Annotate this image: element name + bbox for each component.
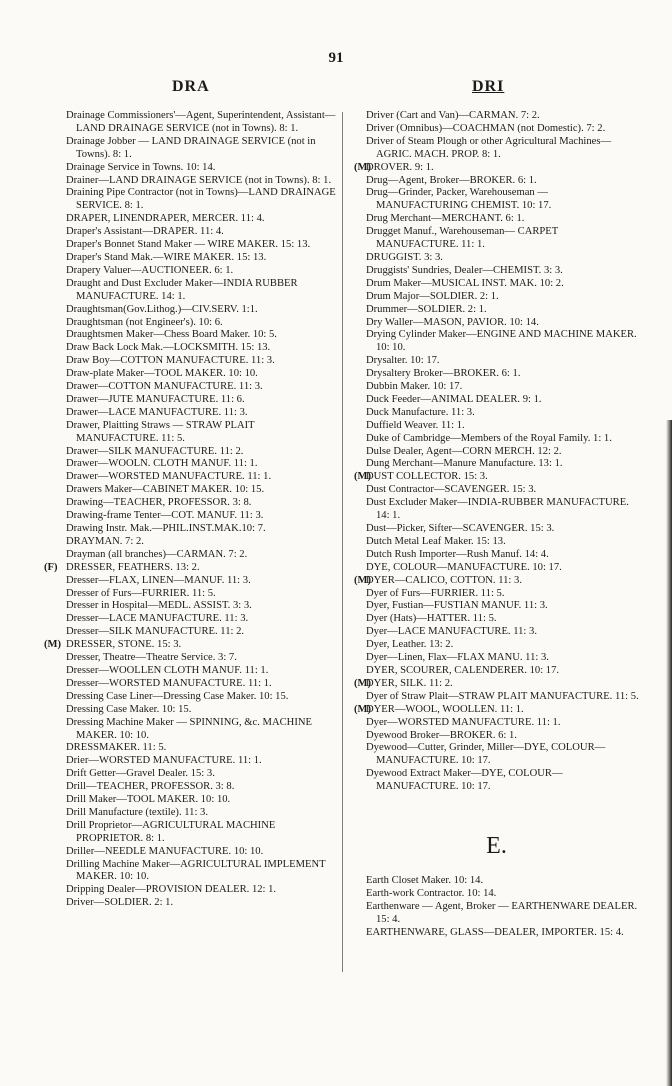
entry-text: Drawing Instr. Mak.—PHIL.INST.MAK.10: 7. [66, 523, 266, 534]
entry-text: Driver of Steam Plough or other Agricultural Machines—AGRIC. MACH. PROP. 8: 1. [366, 135, 612, 160]
index-entry [354, 875, 639, 888]
index-entry [54, 575, 336, 588]
index-entry [354, 265, 639, 278]
index-entry [54, 278, 336, 304]
entry-text: Dressing Machine Maker — SPINNING, &c. MACHINE MAKER. 10: 10. [66, 716, 312, 741]
index-entry [54, 162, 336, 175]
entry-text: Drayman (all branches)—CARMAN. 7: 2. [66, 548, 248, 560]
index-entry [354, 613, 639, 626]
index-entry [354, 626, 639, 639]
entry-text: Draughtsman (not Engineer's). 10: 6. [66, 316, 223, 328]
index-entry [54, 304, 336, 317]
entry-text: DRESSER, FEATHERS. 13: 2. [66, 561, 200, 573]
index-entry [354, 226, 639, 252]
index-entry [354, 588, 639, 601]
index-entry [354, 291, 639, 304]
entry-text: Draw Back Lock Mak.—LOCKSMITH. 15: 13. [66, 342, 271, 354]
entry-text: Drill—TEACHER, PROFESSOR. 3: 8. [66, 781, 235, 793]
entry-text: Drum Major—SOLDIER. 2: 1. [366, 290, 499, 302]
entry-text: Driver—SOLDIER. 2: 1. [66, 897, 174, 909]
entry-text: Drawing-frame Tenter—COT. MANUF. 11: 3. [66, 510, 264, 522]
index-entry [354, 252, 639, 265]
index-entry [354, 304, 639, 317]
index-entry [354, 329, 639, 355]
index-entry [354, 639, 639, 652]
index-entry [354, 768, 639, 794]
index-entry [354, 162, 639, 175]
index-entry [54, 820, 336, 846]
index-entry [44, 639, 336, 652]
index-entry [54, 859, 336, 885]
index-entry [354, 381, 639, 394]
entry-text: Draper's Assistant—DRAPER. 11: 4. [66, 226, 224, 238]
entry-text: Dressing Case Maker. 10: 15. [66, 703, 192, 715]
index-entry [354, 368, 639, 381]
index-entry [354, 175, 639, 188]
entry-text: Dulse Dealer, Agent—CORN MERCH. 12: 2. [366, 445, 562, 457]
entry-text: Duffield Weaver. 11: 1. [366, 419, 465, 431]
entry-text: Dripping Dealer—PROVISION DEALER. 12: 1. [66, 884, 277, 896]
index-entry [54, 781, 336, 794]
index-entry [354, 420, 639, 433]
index-entry [54, 768, 336, 781]
entry-text: Drawer—JUTE MANUFACTURE. 11: 6. [66, 393, 245, 405]
entry-text: DYE, COLOUR—MANUFACTURE. 10: 17. [366, 561, 562, 573]
index-entry [54, 884, 336, 897]
index-entry [354, 549, 639, 562]
entry-text: DUST COLLECTOR. 15: 3. [366, 471, 488, 483]
index-entry [54, 329, 336, 342]
index-entry [54, 187, 336, 213]
index-entry [54, 846, 336, 859]
entry-text: Dresser—WOOLLEN CLOTH MANUF. 11: 1. [66, 664, 269, 676]
index-entry [54, 342, 336, 355]
index-entry [354, 407, 639, 420]
entry-text: Drug—Grinder, Packer, Warehouseman — MANUFACTURING CHEMIST. 10: 17. [366, 187, 552, 212]
entry-text: Dry Waller—MASON, PAVIOR. 10: 14. [366, 316, 539, 328]
entry-text: EARTHENWARE, GLASS—DEALER, IMPORTER. 15: 4. [366, 926, 624, 938]
entry-text: Draw Boy—COTTON MANUFACTURE. 11: 3. [66, 355, 275, 367]
entry-text: Drysaltery Broker—BROKER. 6: 1. [366, 368, 521, 380]
page-number: 91 [328, 50, 344, 66]
index-entry [354, 562, 639, 575]
index-entry [54, 717, 336, 743]
index-entry [54, 497, 336, 510]
entry-text: Drum Maker—MUSICAL INST. MAK. 10: 2. [366, 277, 564, 289]
index-entry [54, 588, 336, 601]
entry-text: Drawer—SILK MANUFACTURE. 11: 2. [66, 445, 244, 457]
index-entry [354, 187, 639, 213]
index-entry [54, 523, 336, 536]
index-entry [54, 613, 336, 626]
index-entry [54, 691, 336, 704]
entry-text: Drawers Maker—CABINET MAKER. 10: 15. [66, 484, 265, 496]
index-entry [354, 317, 639, 330]
index-entry [54, 742, 336, 755]
entry-text: Duck Manufacture. 11: 3. [366, 406, 475, 418]
entry-text: Dressing Case Liner—Dressing Case Maker. 10: 15. [66, 690, 289, 702]
index-entry [354, 717, 639, 730]
entry-text: Drift Getter—Gravel Dealer. 15: 3. [66, 768, 215, 780]
entry-text: Dyer—LACE MANUFACTURE. 11: 3. [366, 626, 537, 638]
entry-text: Dresser, Theatre—Theatre Service. 3: 7. [66, 652, 237, 664]
entry-text: Drainage Service in Towns. 10: 14. [66, 161, 216, 173]
left-column [44, 110, 336, 910]
index-entry [54, 226, 336, 239]
index-entry [354, 136, 639, 162]
entry-text: Draughtsmen Maker—Chess Board Maker. 10: 5. [66, 329, 277, 341]
entry-text: Drainage Jobber — LAND DRAINAGE SERVICE (not in Towns). 8: 1. [66, 135, 316, 160]
entry-text: Drawer—LACE MANUFACTURE. 11: 3. [66, 406, 248, 418]
entry-text: Dyer—WORSTED MANUFACTURE. 11: 1. [366, 716, 561, 728]
index-entry [54, 600, 336, 613]
entry-text: Duke of Cambridge—Members of the Royal Family. 1: 1. [366, 432, 612, 444]
index-entry [354, 742, 639, 768]
index-entry [54, 252, 336, 265]
index-entry [354, 458, 639, 471]
entry-text: Dust—Picker, Sifter—SCAVENGER. 15: 3. [366, 523, 555, 534]
entry-mark: (M) [354, 574, 372, 586]
index-entry [354, 600, 639, 613]
index-entry [354, 901, 639, 927]
index-entry [354, 123, 639, 136]
entry-text: DRAYMAN. 7: 2. [66, 535, 144, 547]
index-entry [54, 807, 336, 820]
index-entry [354, 433, 639, 446]
entry-text: Drug Merchant—MERCHANT. 6: 1. [366, 213, 525, 225]
entry-mark: (M) [354, 161, 372, 173]
index-entry [354, 888, 639, 901]
entry-text: Dust Excluder Maker—INDIA-RUBBER MANUFACTURE. 14: 1. [366, 497, 629, 522]
index-entry [354, 575, 639, 588]
entry-text: Duck Feeder—ANIMAL DEALER. 9: 1. [366, 393, 542, 405]
page-edge-shadow [666, 420, 672, 1086]
entry-text: Drugget Manuf., Warehouseman— CARPET MANUFACTURE. 11: 1. [366, 226, 559, 251]
index-entry [354, 355, 639, 368]
index-entry [54, 381, 336, 394]
entry-text: Drawer, Plaitting Straws — STRAW PLAIT MANUFACTURE. 11: 5. [66, 419, 255, 444]
entry-text: Druggists' Sundries, Dealer—CHEMIST. 3: 3. [366, 264, 563, 276]
entry-text: Dust Contractor—SCAVENGER. 15: 3. [366, 484, 537, 496]
index-entry [54, 213, 336, 226]
entry-text: DRUGGIST. 3: 3. [366, 251, 443, 263]
index-entry [354, 730, 639, 743]
index-entry [354, 278, 639, 291]
index-entry [54, 175, 336, 188]
section-letter: E. [486, 833, 507, 860]
index-entry [354, 678, 639, 691]
entry-text: Drier—WORSTED MANUFACTURE. 11: 1. [66, 755, 262, 767]
entry-mark: (M) [44, 639, 62, 651]
index-entry [54, 239, 336, 252]
index-entry [54, 317, 336, 330]
index-entry [354, 652, 639, 665]
index-entry [54, 704, 336, 717]
entry-text: Dutch Metal Leaf Maker. 15: 13. [366, 535, 506, 547]
index-entry [54, 510, 336, 523]
index-entry [354, 523, 639, 536]
entry-text: Drill Proprietor—AGRICULTURAL MACHINE PROPRIETOR. 8: 1. [66, 819, 276, 844]
entry-text: Dresser—LACE MANUFACTURE. 11: 3. [66, 613, 249, 625]
entry-mark: (F) [44, 561, 58, 573]
index-entry [54, 407, 336, 420]
entry-text: Driver (Cart and Van)—CARMAN. 7: 2. [366, 110, 540, 121]
entry-text: Dyer, Fustian—FUSTIAN MANUF. 11: 3. [366, 600, 548, 612]
entry-text: Drummer—SOLDIER. 2: 1. [366, 303, 487, 315]
index-entry [354, 927, 639, 940]
entry-text: Drawing—TEACHER, PROFESSOR. 3: 8. [66, 497, 252, 509]
entry-text: Drainer—LAND DRAINAGE SERVICE (not in Towns). 8: 1. [66, 174, 332, 186]
index-entry [54, 897, 336, 910]
entry-text: Earth-work Contractor. 10: 14. [366, 887, 497, 899]
index-entry [354, 691, 639, 704]
entry-text: Dyewood Broker—BROKER. 6: 1. [366, 729, 517, 741]
index-entry [54, 652, 336, 665]
index-entry [54, 665, 336, 678]
entry-text: Drill Maker—TOOL MAKER. 10: 10. [66, 794, 231, 806]
entry-text: DRESSER, STONE. 15: 3. [66, 639, 182, 651]
entry-text: DRAPER, LINENDRAPER, MERCER. 11: 4. [66, 213, 265, 225]
entry-text: Draw-plate Maker—TOOL MAKER. 10: 10. [66, 368, 258, 380]
index-entry [354, 471, 639, 484]
entry-text: Drill Manufacture (textile). 11: 3. [66, 806, 208, 818]
entry-text: Dubbin Maker. 10: 17. [366, 381, 463, 393]
index-entry [354, 446, 639, 459]
index-entry [354, 704, 639, 717]
index-entry [54, 368, 336, 381]
index-entry [54, 678, 336, 691]
entry-text: Drying Cylinder Maker—ENGINE AND MACHINE MAKER. 10: 10. [366, 329, 637, 354]
entry-text: Dresser in Hospital—MEDL. ASSIST. 3: 3. [66, 600, 252, 612]
index-entry [354, 394, 639, 407]
entry-text: DRESSMAKER. 11: 5. [66, 742, 167, 754]
entry-text: Draper's Bonnet Stand Maker — WIRE MAKER. 15: 13. [66, 239, 311, 251]
index-entry [54, 265, 336, 278]
index-entry [54, 626, 336, 639]
entry-text: DYER—WOOL, WOOLLEN. 11: 1. [366, 703, 524, 715]
entry-mark: (M) [354, 703, 372, 715]
index-entry [54, 420, 336, 446]
entry-text: Dyer of Furs—FURRIER. 11: 5. [366, 587, 505, 599]
index-entry [354, 213, 639, 226]
entry-text: Driver (Omnibus)—COACHMAN (not Domestic). 7: 2. [366, 122, 606, 134]
entry-text: Draught and Dust Excluder Maker—INDIA RUBBER MANUFACTURE. 14: 1. [66, 277, 298, 302]
entry-text: Dutch Rush Importer—Rush Manuf. 14: 4. [366, 548, 549, 560]
entry-text: Dresser—FLAX, LINEN—MANUF. 11: 3. [66, 574, 251, 586]
index-entry [54, 471, 336, 484]
entry-text: Drilling Machine Maker—AGRICULTURAL IMPLEMENT MAKER. 10: 10. [66, 858, 326, 883]
index-entry [354, 536, 639, 549]
entry-text: Drysalter. 10: 17. [366, 355, 440, 367]
index-entry [44, 561, 336, 575]
entry-text: Dresser—WORSTED MANUFACTURE. 11: 1. [66, 677, 272, 689]
entry-text: Dyer (Hats)—HATTER. 11: 5. [366, 613, 497, 625]
entry-text: Drawer—COTTON MANUFACTURE. 11: 3. [66, 381, 263, 393]
left-column-heading: DRA [172, 78, 210, 95]
entry-text: DYER—CALICO, COTTON. 11: 3. [366, 574, 522, 586]
entry-text: Dyer of Straw Plait—STRAW PLAIT MANUFACTURE. 11: 5. [366, 690, 639, 702]
index-entry [54, 110, 336, 136]
right-column-heading: DRI [472, 78, 505, 95]
right-column [354, 110, 639, 939]
index-entry [54, 458, 336, 471]
entry-text: Dyer, Leather. 13: 2. [366, 639, 454, 651]
entry-text: Draughtsman(Gov.Lithog.)—CIV.SERV. 1:1. [66, 303, 258, 315]
index-entry [54, 355, 336, 368]
entry-text: Drug—Agent, Broker—BROKER. 6: 1. [366, 174, 537, 186]
index-entry [354, 665, 639, 678]
entry-text: Drapery Valuer—AUCTIONEER. 6: 1. [66, 264, 234, 276]
entry-text: Dung Merchant—Manure Manufacture. 13: 1. [366, 458, 563, 470]
entry-text: Dresser of Furs—FURRIER. 11: 5. [66, 587, 216, 599]
entry-text: Draining Pipe Contractor (not in Towns)—LAND DRAINAGE SERVICE. 8: 1. [66, 187, 336, 212]
entry-text: Dresser—SILK MANUFACTURE. 11: 2. [66, 626, 245, 638]
column-divider [342, 112, 343, 972]
entry-text: Drawer—WORSTED MANUFACTURE. 11: 1. [66, 471, 272, 483]
index-entry [54, 446, 336, 459]
index-entry [354, 110, 639, 123]
entry-text: Drawer—WOOLN. CLOTH MANUF. 11: 1. [66, 458, 258, 470]
entry-text: DYER, SCOURER, CALENDERER. 10: 17. [366, 664, 560, 676]
index-entry [354, 497, 639, 523]
entry-text: Dyer—Linen, Flax—FLAX MANU. 11: 3. [366, 652, 549, 664]
entry-text: Earthenware — Agent, Broker — EARTHENWARE DEALER. 15: 4. [366, 900, 638, 925]
entry-mark: (M) [354, 471, 372, 483]
index-entry [54, 755, 336, 768]
index-entry [54, 549, 336, 562]
entry-text: Drainage Commissioners'—Agent, Superintendent, Assistant—LAND DRAINAGE SERVICE (not in Towns). 8: 1. [66, 110, 336, 134]
entry-text: DROVER. 9: 1. [366, 161, 434, 173]
entry-text: Draper's Stand Mak.—WIRE MAKER. 15: 13. [66, 251, 267, 263]
index-entry [54, 536, 336, 549]
entry-text: DYER, SILK. 11: 2. [366, 677, 453, 689]
index-entry [54, 794, 336, 807]
entry-text: Driller—NEEDLE MANUFACTURE. 10: 10. [66, 845, 264, 857]
index-entry [354, 484, 639, 497]
entry-text: Earth Closet Maker. 10: 14. [366, 874, 484, 886]
index-entry [54, 394, 336, 407]
entry-text: Dyewood Extract Maker—DYE, COLOUR—MANUFACTURE. 10: 17. [366, 768, 563, 793]
index-entry [54, 484, 336, 497]
entry-mark: (M) [354, 677, 372, 689]
entry-text: Dyewood—Cutter, Grinder, Miller—DYE, COLOUR—MANUFACTURE. 10: 17. [366, 742, 606, 767]
index-entry [54, 136, 336, 162]
